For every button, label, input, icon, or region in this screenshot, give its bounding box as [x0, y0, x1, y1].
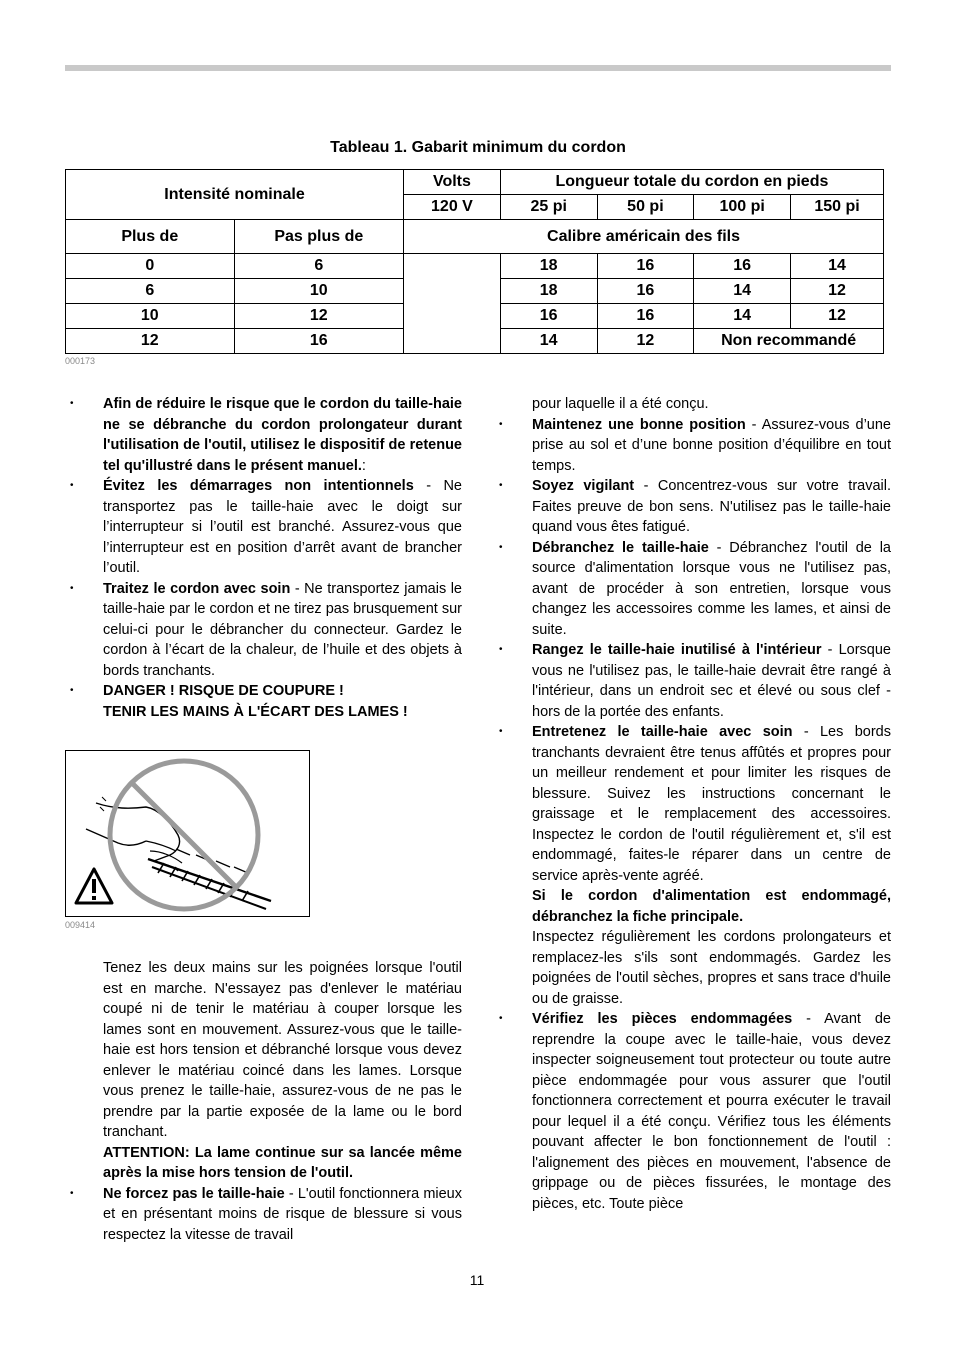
header-rule	[65, 65, 891, 71]
cell-50: 12	[597, 329, 694, 354]
table-code: 000173	[65, 356, 96, 366]
list-item	[494, 722, 891, 886]
item-text: - L'outil fonctionnera mieux et en présentant moins de risque de blessure si vous respectez la vitesse de travail	[103, 1185, 462, 1243]
bullet-icon: •	[499, 541, 503, 553]
list-item	[494, 640, 891, 722]
header-calibre: Calibre américain des fils	[404, 220, 884, 254]
continued-text: pour laquelle il a été conçu.	[532, 396, 709, 412]
list-item	[65, 476, 462, 579]
hand-blade-warning-figure	[65, 750, 310, 917]
cell-100: 14	[694, 304, 791, 329]
item-text: - Lorsque vous ne l'utilisez pas, le taille-haie devrait être rangé à l'intérieur, dans un endroit sec et élevé ou sous clef - hors de la portée des enfants.	[532, 642, 891, 720]
bullet-icon: •	[499, 726, 503, 737]
figure-code: 009414	[65, 920, 96, 930]
header-plus-de: Plus de	[66, 220, 235, 254]
bullet-icon: •	[70, 398, 74, 409]
header-pas-plus-de: Pas plus de	[234, 220, 404, 254]
cell-25: 18	[500, 254, 597, 279]
cell-25: 18	[500, 279, 597, 304]
header-intensite: Intensité nominale	[66, 170, 404, 220]
left-column-lower	[65, 958, 462, 1245]
item-heading: Rangez le taille-haie inutilisé à l'intérieur	[532, 642, 822, 658]
table-row	[66, 254, 884, 279]
cell-100: 16	[694, 254, 791, 279]
cell-100: 14	[694, 279, 791, 304]
cell-50: 16	[597, 279, 694, 304]
list-item	[65, 579, 462, 682]
list-item	[494, 476, 891, 538]
header-length-25: 25 pi	[500, 195, 597, 220]
retenue-warning: Afin de réduire le risque que le cordon du taille-haie ne se débranche du cordon prolongateur durant l'utilisation de l'outil, utilisez le dispositif de retenue tel qu'illustré dans le présent manuel.	[103, 396, 462, 474]
item-text: - Concentrez-vous sur votre travail. Faites preuve de bon sens. N'utilisez pas le taille-haie quand vous êtes fatigué.	[532, 478, 891, 535]
hands-paragraph: Tenez les deux mains sur les poignées lorsque l'outil est en marche. N'essayez pas d'enlever le matériau coupé ni de tenir le matériau à couper lorsque les lames sont en mouvement. Assurez-vous que le taille-haie est hors tension et débranché lorsque vous devez enlever le matériau coincé dans les lames. Lorsque vous prenez le taille-haie, assurez-vous de ne pas le prendre par la partie exposée de la lame ou le bord tranchant.	[103, 960, 462, 1140]
list-item	[65, 394, 462, 476]
cell-25: 14	[500, 329, 597, 354]
cell-non-recommande: Non recommandé	[694, 329, 884, 354]
right-column	[494, 394, 891, 1214]
item-text: - Avant de reprendre la coupe avec le taille-haie, vous devez inspecter soigneusement tout protecteur ou toute autre pièce endommagée pour vous assurer que l'outil fonctionnera correctement et pourra exécuter le travail pour lequel il a été conçu. Vérifiez tous les éléments pouvant affecter le bon fonctionnement de l'outil : l'alignement des pièces en mouvement, l'absence de grippage ou de pièces fissurées, le montage des pièces, etc. Toute pièce	[532, 1011, 891, 1212]
hand-blade-illustration	[66, 751, 310, 917]
item-text: - Assurez-vous d’une prise au sol et d’une bonne position d’équilibre en tout temps.	[532, 416, 891, 474]
cord-gauge-table	[65, 169, 884, 354]
header-length-150: 150 pi	[791, 195, 884, 220]
list-item	[65, 1184, 462, 1246]
cell-150: 12	[791, 304, 884, 329]
bullet-icon: •	[499, 644, 503, 655]
list-item	[65, 681, 462, 722]
cell-to: 6	[234, 254, 404, 279]
inspect-paragraph: Inspectez régulièrement les cordons prolongateurs et remplacez-les s'ils sont endommagés. Gardez les poignées de l'outil sèches, propres et sans trace d'huile ou de graisse.	[532, 929, 891, 1007]
left-column	[65, 394, 462, 722]
bullet-icon: •	[70, 685, 74, 696]
cell-to: 12	[234, 304, 404, 329]
bullet-icon: •	[70, 480, 74, 491]
volts-blank-cell	[404, 254, 501, 354]
item-text: - Débranchez l'outil de la source d'alimentation lorsque vous ne l'utilisez pas, avant de procéder à son entretien, lorsque vous changez les accessoires comme les lames, et ainsi de suite.	[532, 539, 891, 638]
header-longueur: Longueur totale du cordon en pieds	[500, 170, 883, 195]
cell-25: 16	[500, 304, 597, 329]
cell-to: 16	[234, 329, 404, 354]
item-text: - Ne transportez jamais le taille-haie par le cordon et ne tirez pas brusquement sur celui-ci pour le débrancher du connecteur. Gardez le cordon à l’écart de la chaleur, de l’huile et des objets à bords tranchants.	[103, 580, 462, 679]
cell-50: 16	[597, 304, 694, 329]
item-text: - Les bords tranchants devraient être tenus affûtés et propres pour un meilleur rendement et pour limiter les risques de blessure. Suivez les instructions concernant le graissage et le remplacement des accessoires. Inspectez le cordon de l'outil régulièrement et, s'il est endommagé, faites-le réparer dans un centre de service après-vente agréé.	[532, 724, 891, 884]
item-heading: Évitez les démarrages non intentionnels	[103, 478, 414, 494]
bullet-icon: •	[70, 1187, 74, 1199]
cell-from: 12	[66, 329, 235, 354]
cell-from: 6	[66, 279, 235, 304]
item-text: - Ne transportez pas le taille-haie avec le doigt sur l’interrupteur si l’outil est branché. Assurez-vous que l’interrupteur est en position d’arrêt avant de brancher l’outil.	[103, 478, 462, 576]
item-heading: Maintenez une bonne position	[532, 416, 746, 433]
header-volts: Volts	[404, 170, 501, 195]
damaged-cord-warning: Si le cordon d'alimentation est endommagé, débranchez la fiche principale.	[532, 888, 891, 925]
item-heading: Soyez vigilant	[532, 478, 635, 494]
table-title: Tableau 1. Gabarit minimum du cordon	[330, 139, 626, 156]
list-item	[494, 415, 891, 477]
bullet-icon: •	[499, 1013, 503, 1024]
cell-150: 12	[791, 279, 884, 304]
danger-subheading: TENIR LES MAINS À L'ÉCART DES LAMES !	[103, 703, 408, 720]
item-heading: Vérifiez les pièces endommagées	[532, 1011, 793, 1027]
item-heading: Entretenez le taille-haie avec soin	[532, 724, 793, 740]
cell-to: 10	[234, 279, 404, 304]
item-heading: Débranchez le taille-haie	[532, 539, 709, 556]
attention-paragraph: ATTENTION: La lame continue sur sa lancée même après la mise hors tension de l'outil.	[103, 1144, 462, 1181]
list-item	[494, 1009, 891, 1214]
item-heading: Ne forcez pas le taille-haie	[103, 1185, 285, 1202]
cell-150: 14	[791, 254, 884, 279]
danger-heading: DANGER ! RISQUE DE COUPURE !	[103, 683, 344, 699]
item-heading: Traitez le cordon avec soin	[103, 580, 291, 597]
header-length-100: 100 pi	[694, 195, 791, 220]
bullet-icon: •	[499, 418, 503, 430]
cell-from: 10	[66, 304, 235, 329]
list-item	[494, 538, 891, 641]
cell-from: 0	[66, 254, 235, 279]
bullet-icon: •	[70, 582, 74, 594]
header-length-50: 50 pi	[597, 195, 694, 220]
header-120v: 120 V	[404, 195, 501, 220]
retenue-warning-tail: :	[361, 457, 366, 474]
page-number: 11	[469, 1272, 485, 1288]
cell-50: 16	[597, 254, 694, 279]
bullet-icon: •	[499, 480, 503, 491]
